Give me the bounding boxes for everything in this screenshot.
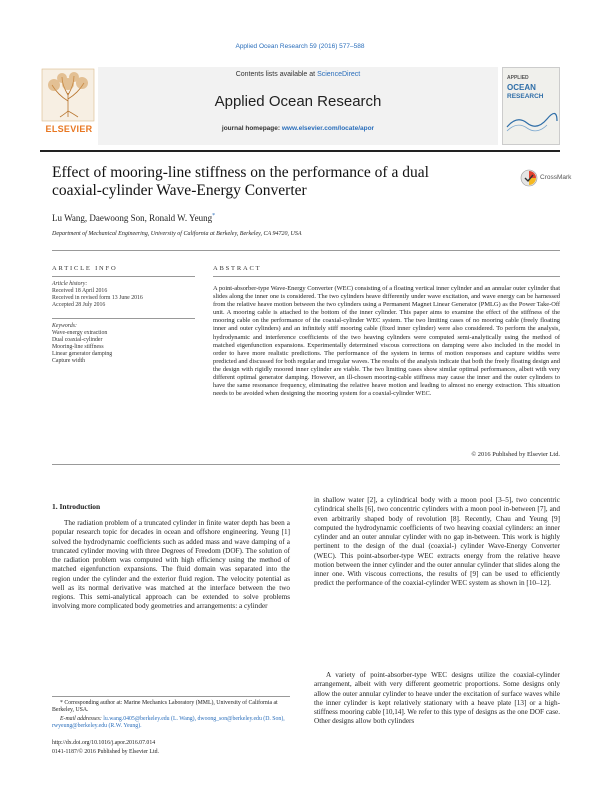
authors — [52, 213, 215, 223]
header-band — [98, 67, 498, 145]
homepage-label: journal homepage: — [221, 125, 282, 132]
affiliation: Department of Mechanical Engineering, University of California at Berkeley, Berkeley, CA 94720, USA — [52, 231, 302, 237]
author-names: Lu Wang, Daewoong Son, Ronald W. Yeung — [52, 213, 213, 223]
contents-line — [98, 71, 498, 78]
cover-line-3: RESEARCH — [507, 93, 544, 100]
keywords-rule — [52, 318, 195, 319]
affiliation-rule — [52, 250, 560, 251]
issn-line: 0141-1187/© 2016 Published by Elsevier Ltd. — [52, 749, 159, 755]
keywords-label: Keywords: — [52, 323, 77, 329]
abstract-heading: ABSTRACT — [213, 265, 262, 272]
article-info-heading: ARTICLE INFO — [52, 265, 118, 272]
homepage-link[interactable]: www.elsevier.com/locate/apor — [281, 125, 375, 132]
journal-reference[interactable]: Applied Ocean Research 59 (2016) 577–588 — [235, 43, 365, 50]
journal-cover-thumbnail — [502, 67, 560, 145]
email-label: E-mail addresses: — [60, 716, 102, 722]
crossmark-badge[interactable] — [520, 169, 572, 189]
keyword: Mooring-line stiffness — [52, 344, 104, 350]
abstract-copyright: © 2016 Published by Elsevier Ltd. — [471, 451, 560, 458]
contents-prefix: Contents lists available at — [235, 71, 318, 78]
section-heading-introduction: 1. Introduction — [52, 502, 101, 511]
email-addresses[interactable]: lu.wang.0405@berkeley.edu (L. Wang), dwoong_son@berkeley.edu (D. Son), rwyeung@berkeley.edu (R.W. Yeung). — [52, 716, 285, 729]
journal-homepage — [98, 125, 498, 132]
history-received: Received 18 April 2016 — [52, 288, 108, 294]
cover-wave-graphic — [503, 101, 559, 135]
keyword: Capture width — [52, 358, 86, 364]
keyword: Dual coaxial-cylinder — [52, 337, 103, 343]
keywords — [52, 323, 195, 365]
history-label: Article history: — [52, 281, 88, 287]
keyword: Linear generator damping — [52, 351, 113, 357]
corresponding-author-footnote: * Corresponding author at: Marine Mechanics Laboratory (MML), University of California at Berkeley, USA. — [52, 700, 278, 713]
header-rule — [40, 150, 560, 152]
intro-right-para-2: A variety of point-absorber-type WEC designs utilize the coaxial-cylinder arrangement, albeit with very different geometric proportions. Some designs only allow the outer annular cylinder to heave under the excitation of surface waves while the inner cylinder is kept relatively stationary with a heave plate [13] or a high-stiffness mooring cable [10,14]. We refer to this type of designs as the one DOF case. Other designs allow both cylinders — [314, 671, 560, 726]
sciencedirect-link[interactable]: ScienceDirect — [317, 71, 361, 78]
article-history — [52, 281, 195, 309]
footnote-rule — [52, 696, 290, 697]
elsevier-wordmark: ELSEVIER — [45, 124, 93, 134]
cover-line-2: OCEAN — [507, 83, 536, 92]
corresponding-author-mark[interactable]: * — [212, 213, 216, 219]
history-accepted: Accepted 28 July 2016 — [52, 302, 106, 308]
crossmark-label: CrossMark — [540, 174, 572, 181]
intro-right-para-1: in shallow water [2], a cylindrical body with a moon pool [3–5], two concentric cylindrical shells [6], two concentric cylinders with a moon pool in-between [7], and even arbitrarily shaped body of revolution [8]. Recently, Chau and Yeung [9] computed the hydrodynamic coefficients of two heaving coaxial cylinders: an inner cylinder and an outer annular cylinder with no gap in-between. This work is highly pertinent to the design of the dual (coaxial-) cylinder Wave-Energy Converter (WEC). This point-absorber-type WEC extracts energy from the relative heave motion between the inner cylinder and the outer annular cylinder that slides along the inner one. With viscous corrections, the results of [9] can be used to efficiently predict the performance of the coaxial-cylinder WEC system as shown in [10–12]. — [314, 496, 560, 588]
doi-link[interactable]: http://dx.doi.org/10.1016/j.apor.2016.07.014 — [52, 740, 156, 746]
abstract-bottom-rule — [52, 464, 560, 465]
journal-title: Applied Ocean Research — [214, 93, 382, 110]
history-revised: Received in revised form 13 June 2016 — [52, 295, 143, 301]
article-title: Effect of mooring-line stiffness on the performance of a dual coaxial-cylinder Wave-Energy Converter — [52, 164, 429, 199]
cover-line-1: APPLIED — [507, 75, 529, 81]
crossmark-icon — [520, 169, 538, 187]
email-footnote — [52, 716, 290, 730]
abstract-text: A point-absorber-type Wave-Energy Converter (WEC) consisting of a floating vertical inner cylinder and an annular outer cylinder that slides along the inner one is considered. The two cylinders heave differently under wave excitation, and wave energy can be harnessed from the relative heave motion between the two cylinders using a Permanent Magnet Linear Generator (PMLG) as the Power Take-Off unit. A mooring cable is attached to the bottom of the inner cylinder. This paper aims to examine the effect of the stiffness of the mooring cable on the performance of the coaxial-cylinder WEC system. The two limiting cases of no mooring cable (freely floating inner and outer cylinders) and an infinitely stiff mooring cable (fixed inner cylinder) were also considered. To perform the analysis, hydrodynamic and interference coefficients of the two heaving cylinders were computed semi-analytically using the method of matched eigenfunction expansions. Experimentally determined viscous corrections on damping were also included in the model in order to have more realistic predictions. The performance of the system in terms of motion responses and capture widths were predicted and discussed for both regular and irregular waves. The results of the analysis indicate that both the freely floating design and the design with rigidly moored inner cylinder are viable. The two limiting cases show similar optimal performances, albeit with very different optimal generator damping. However, an ill-chosen mooring-cable stiffness may cause the inner and the outer cylinders to have the same resonance frequency, eliminating the relative heave motion and leading to almost no energy extraction. This situation needs to be avoided when designing the mooring system for a coaxial-cylinder WEC. — [213, 285, 560, 398]
intro-left-column: The radiation problem of a truncated cylinder in finite water depth has been a popular research topic for decades in ocean and offshore engineering. Yeung [1] solved the hydrodynamic coefficients such as added mass and wave damping of a truncated cylinder moving with three Degrees of Freedom (DOF). The solution of the radiation problem was computed with high efficiency using the method of matched eigenfunction expansions. The fluid domain was separated into the region under the cylinder and the exterior fluid region. The velocity potential as well as its normal derivative was matched at the interface between the two regions. This semi-analytical approach can be extended to solve problems involving more complicated body geometries and arrangements: a cylinder — [52, 519, 290, 611]
abstract-rule — [213, 276, 560, 277]
journal-header — [40, 67, 560, 145]
keyword: Wave-energy extraction — [52, 330, 108, 336]
article-info-rule — [52, 276, 195, 277]
